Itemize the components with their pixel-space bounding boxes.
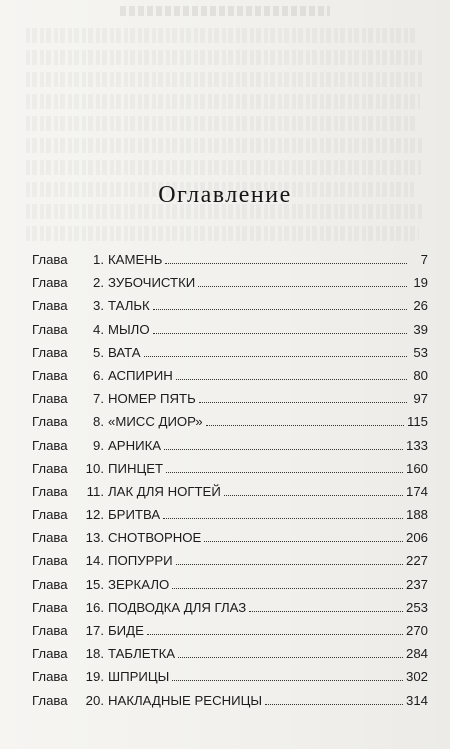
chapter-title: ВАТА — [108, 344, 141, 360]
table-of-contents — [32, 252, 428, 716]
page-number: 7 — [420, 252, 428, 267]
toc-entry[interactable] — [32, 623, 428, 646]
page-number: 97 — [413, 391, 428, 407]
toc-entry[interactable] — [32, 646, 428, 669]
chapter-number: 4. — [93, 321, 104, 337]
dot-leader — [206, 425, 404, 426]
toc-entry[interactable] — [32, 345, 428, 368]
chapter-number: 10. — [85, 460, 104, 476]
dot-leader — [198, 286, 407, 287]
chapter-number: 13. — [85, 530, 104, 546]
page-number: 133 — [405, 437, 428, 453]
page-number: 227 — [405, 553, 428, 569]
chapter-number: 5. — [93, 344, 104, 360]
chapter-title: БРИТВА — [108, 507, 161, 523]
page-number: 253 — [405, 599, 428, 615]
page-number: 19 — [413, 275, 428, 291]
chapter-number: 7. — [93, 391, 104, 407]
toc-entry[interactable] — [32, 530, 428, 553]
page-number: 39 — [413, 321, 428, 337]
chapter-number: 19. — [85, 669, 104, 685]
dot-leader — [178, 657, 403, 658]
toc-entry[interactable] — [32, 600, 428, 623]
bleed-through-header — [120, 6, 330, 16]
page-number: 206 — [405, 530, 428, 546]
dot-leader — [265, 704, 403, 705]
toc-entry[interactable] — [32, 507, 428, 530]
chapter-number: 18. — [85, 646, 104, 662]
dot-leader — [153, 309, 407, 310]
toc-entry[interactable] — [32, 391, 428, 414]
chapter-number: 16. — [85, 599, 104, 615]
chapter-word: Глава — [32, 460, 68, 476]
page-number: 80 — [413, 367, 428, 383]
dot-leader — [172, 680, 403, 681]
dot-leader — [153, 333, 407, 334]
dot-leader — [204, 541, 403, 542]
chapter-word: Глава — [32, 344, 68, 360]
chapter-word: Глава — [32, 321, 68, 337]
chapter-word: Глава — [32, 576, 68, 592]
dot-leader — [144, 356, 407, 357]
page-number: 302 — [405, 669, 428, 685]
chapter-word: Глава — [32, 669, 68, 685]
chapter-title: КАМЕНЬ — [108, 252, 163, 267]
chapter-title: АСПИРИН — [108, 367, 173, 383]
toc-entry[interactable] — [32, 553, 428, 576]
chapter-number: 3. — [93, 298, 104, 314]
chapter-title: АРНИКА — [108, 437, 162, 453]
chapter-word: Глава — [32, 692, 68, 708]
toc-entry[interactable] — [32, 322, 428, 345]
chapter-word: Глава — [32, 298, 68, 314]
toc-entry[interactable] — [32, 438, 428, 461]
toc-entry[interactable] — [32, 252, 428, 275]
page-number: 160 — [405, 460, 428, 476]
toc-entry[interactable] — [32, 298, 428, 321]
dot-leader — [199, 402, 407, 403]
chapter-word: Глава — [32, 483, 68, 499]
page-number: 270 — [405, 623, 428, 638]
chapter-number: 2. — [93, 275, 104, 291]
page-number: 284 — [405, 646, 428, 662]
chapter-word: Глава — [32, 507, 68, 523]
chapter-word: Глава — [32, 437, 68, 453]
chapter-number: 17. — [85, 623, 104, 638]
chapter-number: 9. — [93, 437, 104, 453]
chapter-number: 6. — [93, 367, 104, 383]
dot-leader — [176, 564, 403, 565]
toc-entry[interactable] — [32, 577, 428, 600]
bleed-through-text — [26, 28, 426, 248]
toc-entry[interactable] — [32, 693, 428, 716]
toc-entry[interactable] — [32, 368, 428, 391]
chapter-title: МЫЛО — [108, 321, 150, 337]
chapter-word: Глава — [32, 530, 68, 546]
chapter-number: 11. — [86, 483, 104, 499]
toc-entry[interactable] — [32, 484, 428, 507]
chapter-number: 14. — [85, 553, 104, 569]
chapter-number: 8. — [93, 414, 104, 430]
chapter-number: 12. — [85, 507, 104, 523]
dot-leader — [165, 263, 407, 264]
dot-leader — [163, 518, 403, 519]
toc-entry[interactable] — [32, 414, 428, 437]
page-number: 174 — [405, 483, 428, 499]
chapter-title: ПОДВОДКА ДЛЯ ГЛАЗ — [108, 599, 247, 615]
chapter-title: ПИНЦЕТ — [108, 460, 164, 476]
page-number: 188 — [405, 507, 428, 523]
page-number: 237 — [405, 576, 428, 592]
chapter-title: ТАЛЬК — [108, 298, 150, 314]
chapter-word: Глава — [32, 553, 68, 569]
dot-leader — [249, 611, 403, 612]
chapter-word: Глава — [32, 646, 68, 662]
dot-leader — [164, 449, 403, 450]
chapter-word: Глава — [32, 599, 68, 615]
chapter-number: 1. — [93, 252, 104, 267]
toc-entry[interactable] — [32, 669, 428, 692]
chapter-title: ЗУБОЧИСТКИ — [108, 275, 196, 291]
chapter-word: Глава — [32, 391, 68, 407]
chapter-title: «МИСС ДИОР» — [108, 414, 203, 430]
chapter-title: БИДЕ — [108, 623, 144, 638]
toc-entry[interactable] — [32, 461, 428, 484]
chapter-title: СНОТВОРНОЕ — [108, 530, 202, 546]
chapter-number: 20. — [85, 692, 104, 708]
dot-leader — [166, 472, 403, 473]
chapter-word: Глава — [32, 623, 68, 638]
page-number: 115 — [406, 414, 428, 430]
page-title: Оглавление — [158, 182, 292, 208]
page-number: 314 — [405, 692, 428, 708]
chapter-title: НАКЛАДНЫЕ РЕСНИЦЫ — [108, 692, 263, 708]
page-number: 26 — [413, 298, 428, 314]
chapter-title: НОМЕР ПЯТЬ — [108, 391, 196, 407]
dot-leader — [172, 588, 403, 589]
page-number: 53 — [413, 344, 428, 360]
chapter-title: ЛАК ДЛЯ НОГТЕЙ — [108, 483, 221, 499]
chapter-word: Глава — [32, 414, 68, 430]
chapter-word: Глава — [32, 252, 68, 267]
toc-entry[interactable] — [32, 275, 428, 298]
dot-leader — [176, 379, 407, 380]
dot-leader — [224, 495, 403, 496]
chapter-title: ТАБЛЕТКА — [108, 646, 176, 662]
chapter-title: ПОПУРРИ — [108, 553, 173, 569]
chapter-word: Глава — [32, 367, 68, 383]
chapter-title: ЗЕРКАЛО — [108, 576, 170, 592]
dot-leader — [147, 634, 403, 635]
chapter-word: Глава — [32, 275, 68, 291]
chapter-number: 15. — [85, 576, 104, 592]
chapter-title: ШПРИЦЫ — [108, 669, 170, 685]
